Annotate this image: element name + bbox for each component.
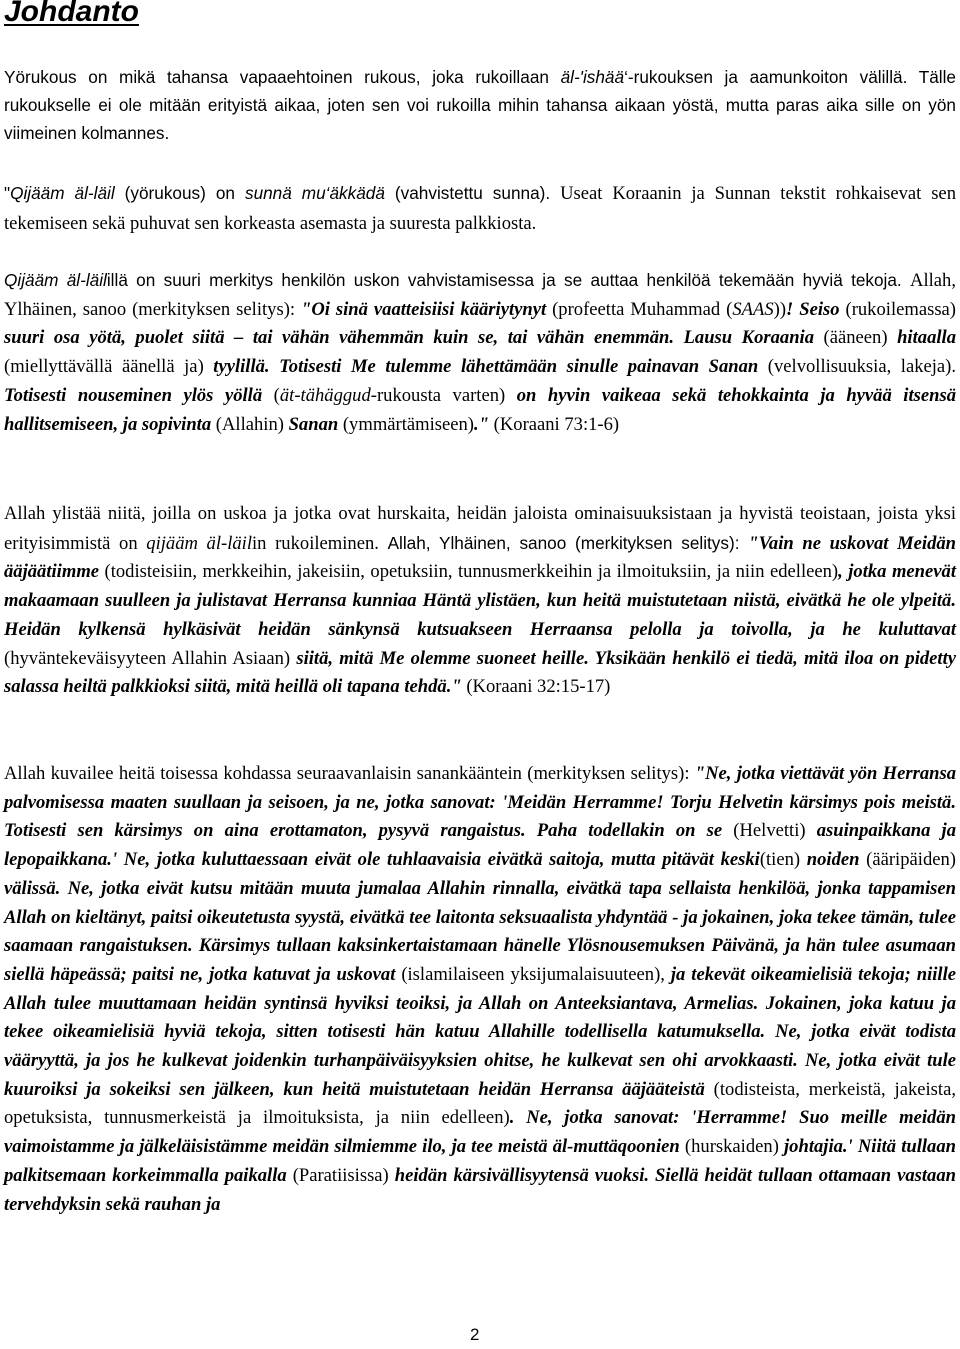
page-number: 2 [470, 1325, 480, 1344]
text-run: (todisteista, merkeistä, jakeista, opetuksista, tunnusmerkeistä ja ilmoituksista, ja niin edelleen) [4, 1078, 956, 1129]
text-run-bold-italic: heidän kärsivällisyytensä vuoksi. Siellä heidät tullaan ottamaan vastaan tervehdyksin sekä rauhan ja [4, 1164, 956, 1215]
text-run: Allah ylistää niitä, joilla on uskoa ja jotka ovat hurskaita, heidän jaloista ominaisuuksistaan ja hyvistä teoistaan, joista yksi erityisimmistä on [4, 503, 956, 554]
text-run-bold-italic: "Oi sinä vaatteisiisi kääriytynyt [301, 298, 547, 320]
text-run: -rukousta varten) [370, 384, 517, 406]
text-run: (todisteisiin, merkkeihin, jakeisiin, opetuksiin, tunnusmerkkeihin ja ilmoituksiin, ja niin edelleen) [99, 561, 839, 583]
text-run-italic: Qijääm äl-läil [4, 270, 107, 290]
text-run-bold-italic: siitä, mitä Me olemme suoneet heille. Yksikään henkilö ei tiedä, mitä iloa on pidetty salassa heiltä palkkioksi siitä, mitä heillä oli tapana tehdä." [4, 647, 956, 698]
text-run: ‘-rukouksen ja aamunkoiton välillä. Tälle rukoukselle ei ole mitään erityistä aikaa, joten sen voi rukoilla mihin tahansa aikaan yöstä, mutta paras aika sille on yön viimeinen kolmannes. [4, 67, 956, 143]
text-run-bold-italic: hitaalla [897, 327, 956, 349]
text-run: Allah, Ylhäinen, sanoo (merkityksen selitys): [4, 270, 956, 320]
text-run-bold-italic: välissä. Ne, jotka eivät kutsu mitään muuta jumalaa Allahin rinnalla, eivätkä tapa sellaista henkilöä, jonka tappamisen Allah on kieltänyt, paitsi oikeutetusta syystä, eivätkä tee laitonta seksuaalista yhdyntää - ja jokainen, joka tekee tämän, tulee saamaan rangaistuksen. Kärsimys tullaan kaksinkertaistamaan hänelle Ylösnousemuksen Päivänä, ja hän tulee asumaan siellä häpeässä; paitsi ne, jotka katuvat ja uskovat [4, 877, 956, 985]
text-run: Allah, Ylhäinen, sanoo (merkityksen selitys): [387, 532, 749, 553]
text-run-italic: qijääm äl-läil [146, 532, 253, 554]
text-run: illä on suuri merkitys henkilön uskon vahvistamisessa ja se auttaa henkilöä tekemään hyviä tekoja. [106, 270, 911, 290]
text-run-italic: Qijääm äl-läil [10, 183, 115, 203]
text-run: (hyväntekeväisyyteen Allahin Asiaan) [4, 647, 297, 669]
text-run: (hurskaiden) [679, 1136, 785, 1158]
text-run: (Allahin) [211, 413, 289, 435]
text-run: (profeetta Muhammad ( [546, 298, 733, 320]
text-run-bold-italic: noiden [806, 849, 860, 871]
text-run: in rukoileminen. [252, 532, 388, 554]
text-run-bold-italic: , jotka menevät makaamaan suulleen ja julistavat Herransa kunniaa Häntä ylistäen, kun heitä muistutetaan niistä, eivätkä he ole ylpeitä. Heidän kylkensä hylkäsivät heidän sänkynsä kutsuakseen Herraansa pelolla ja toivolla, ja he kuluttavat [4, 561, 956, 640]
text-run-bold-italic: Sanan [288, 413, 339, 435]
text-run-bold-italic: tyylillä. Totisesti Me tulemme lähettämään sinulle painavan Sanan [213, 356, 759, 378]
text-run-bold-italic: Totisesti nouseminen ylös yöllä [4, 384, 263, 406]
text-run: (vahvistettu sunna). [384, 183, 561, 203]
text-run: Yörukous on mikä tahansa vapaaehtoinen rukous, joka rukoillaan [4, 67, 561, 87]
text-run-bold-italic: "Ne, jotka viettävät yön Herransa palvomisessa maaten suullaan ja seisoen, ja ne, jotka sanovat: 'Meidän Herramme! Torju Helvetin kärsimys pois meistä. Totisesti sen kärsimys on aina erottamaton, pysyvä rangaistus. Paha todellakin on se [4, 763, 956, 842]
text-run: " [4, 183, 11, 203]
text-run: (Koraani 32:15-17) [461, 676, 611, 698]
text-run-bold-italic: . Ne, jotka sanovat: 'Herramme! Suo meille meidän vaimoistamme ja jälkeläisistämme meidän silmiemme ilo, ja tee meistä äl-muttäqoonien [4, 1107, 956, 1158]
paragraph-definition [4, 179, 956, 238]
text-run-bold-italic: johtajia.' Niitä tullaan palkitsemaan korkeimmalla paikalla [4, 1136, 956, 1186]
text-run: )) [773, 298, 787, 320]
text-run: (ääripäiden) [859, 849, 956, 871]
text-run-bold-italic: ! Seiso [786, 298, 840, 320]
text-run: (rukoilemassa) [839, 298, 956, 320]
paragraph-surah-25 [4, 760, 956, 1219]
page-heading: Johdanto [4, 0, 139, 28]
text-run: (Helvetti) [722, 820, 817, 842]
paragraph-intro [4, 63, 956, 147]
text-run: (tien) [759, 849, 807, 871]
text-run-italic: äl-'ishää [560, 67, 625, 87]
text-run: Useat Koraanin ja Sunnan tekstit rohkaisevat sen tekemiseen sekä puhuvat sen korkeasta asemasta ja suuresta palkkiosta. [4, 183, 956, 234]
text-run-bold-italic: asuinpaikkana ja lepopaikkana.' Ne, jotka kuluttaessaan eivät ole tuhlaavaisia eivätkä saitoja, mutta pitävät keski [4, 820, 957, 871]
text-run: (Paratiisissa) [286, 1164, 395, 1186]
text-run-bold-italic: "Vain ne uskovat Meidän ääjäätiimme [4, 532, 957, 583]
text-run-bold-italic: ja tekevät oikeamielisiä tekoja; niille Allah tulee muuttamaan heidän syntinsä hyviksi teoiksi, ja Allah on Anteeksiantava, Armelias. Jokainen, joka katuu ja tekee oikeamielisiä hyviä tekoja, sitten totisesti hän katuu Allahille todellisella katumuksella. Ne, jotka eivät todista vääryyttä, ja jos he kulkevat joidenkin turhanpäiväisyyksien ohitse, he kulkevat sen ohi arvokkaasti. Ne, jotka eivät tule kuuroiksi ja sokeiksi sen jälkeen, kun heitä muistutetaan heidän Herransa ääjääteistä [4, 963, 956, 1100]
text-run: (velvollisuuksia, lakeja). [758, 356, 957, 378]
text-run: (islamilaiseen yksijumalaisuuteen), [395, 963, 671, 985]
text-run-bold-italic: on hyvin vaikeaa sekä tehokkainta ja hyvää itsensä hallitsemiseen, ja sopivinta [4, 384, 956, 435]
text-run-bold-italic: suuri osa yötä, puolet siitä – tai vähän vähemmän kuin se, tai vähän enemmän. Lausu Koraania [4, 327, 815, 349]
text-run: (miellyttävällä äänellä ja) [4, 356, 214, 378]
text-run: (yörukous) on [114, 183, 245, 203]
text-run-italic: sunnä mu‘äkkädä [244, 183, 385, 203]
text-run: (ymmärtämiseen) [338, 413, 475, 435]
paragraph-surah-32 [4, 500, 956, 702]
text-run-italic: ät-tähäggud [279, 384, 371, 406]
text-run-italic: SAAS [732, 298, 774, 320]
text-run: ( [262, 384, 280, 406]
text-run: (ääneen) [814, 327, 898, 349]
text-run-bold-italic: ." [474, 413, 489, 435]
text-run: (Koraani 73:1-6) [489, 413, 620, 435]
text-run: Allah kuvailee heitä toisessa kohdassa seuraavanlaisin sanankääntein (merkityksen selitys): [4, 763, 695, 784]
paragraph-surah-73 [4, 266, 956, 439]
